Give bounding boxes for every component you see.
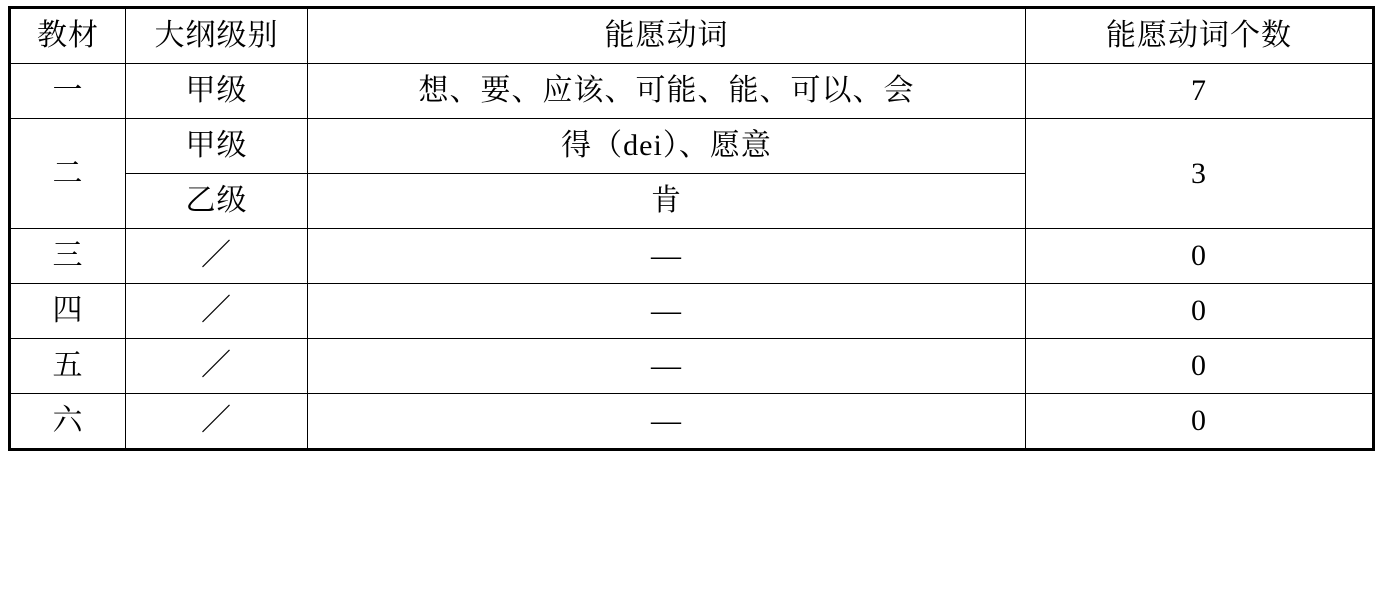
cell-level: ／ [126, 339, 308, 394]
cell-textbook: 四 [10, 284, 126, 339]
cell-count: 0 [1026, 394, 1374, 450]
header-level: 大纲级别 [126, 8, 308, 64]
cell-verbs: 得（dei）、愿意 [308, 119, 1026, 174]
cell-verbs: 肯 [308, 174, 1026, 229]
header-verbs: 能愿动词 [308, 8, 1026, 64]
cell-level: ／ [126, 284, 308, 339]
modal-verbs-table [8, 6, 1375, 451]
cell-level: ／ [126, 229, 308, 284]
table-container [8, 6, 1372, 451]
header-count: 能愿动词个数 [1026, 8, 1374, 64]
header-textbook: 教材 [10, 8, 126, 64]
cell-level: 甲级 [126, 119, 308, 174]
cell-verbs: — [308, 284, 1026, 339]
table-row [10, 119, 1374, 174]
table-row [10, 339, 1374, 394]
cell-count: 0 [1026, 229, 1374, 284]
cell-verbs: 想、要、应该、可能、能、可以、会 [308, 64, 1026, 119]
table-row [10, 284, 1374, 339]
cell-textbook: 三 [10, 229, 126, 284]
cell-count: 0 [1026, 284, 1374, 339]
cell-count: 0 [1026, 339, 1374, 394]
cell-textbook: 六 [10, 394, 126, 450]
cell-level: ／ [126, 394, 308, 450]
cell-textbook: 五 [10, 339, 126, 394]
cell-verbs: — [308, 339, 1026, 394]
cell-verbs: — [308, 394, 1026, 450]
table-row [10, 229, 1374, 284]
cell-textbook: 一 [10, 64, 126, 119]
cell-textbook: 二 [10, 119, 126, 229]
table-row [10, 64, 1374, 119]
table-row [10, 394, 1374, 450]
cell-level: 甲级 [126, 64, 308, 119]
cell-count: 7 [1026, 64, 1374, 119]
cell-verbs: — [308, 229, 1026, 284]
cell-count: 3 [1026, 119, 1374, 229]
table-header-row [10, 8, 1374, 64]
cell-level: 乙级 [126, 174, 308, 229]
